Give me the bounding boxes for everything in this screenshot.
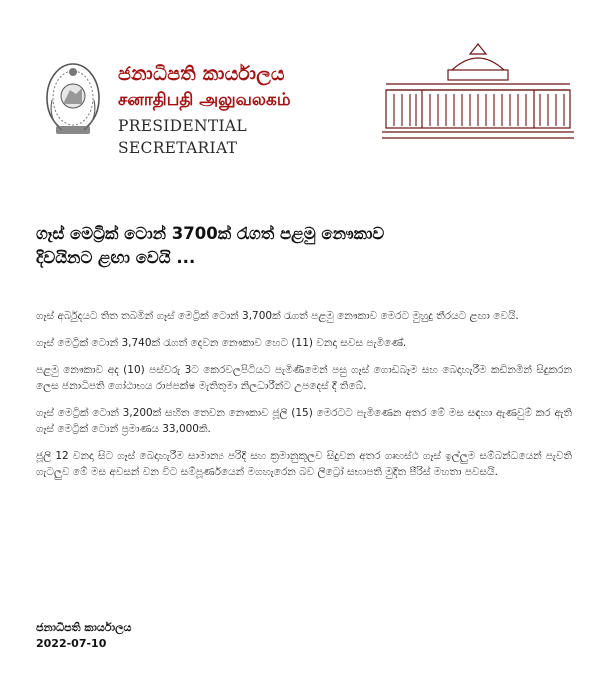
signature-block [36,620,131,652]
signature-date: 2022-07-10 [36,637,107,650]
letterhead [0,0,606,160]
body-paragraph: ගෑස් මෙට්‍රික් ටොන් 3,200ක් සහිත තෙවන නෞකාව ජූලි (15) මෙරටට පැමිණෙන අතර මේ මස සඳහා ඇණවුම් කර ඇති ගෑස් මෙට්‍රික් ටොන් ප්‍රමාණය 33,000කි. [36,407,572,435]
office-title-sinhala: ජනාධිපති කාර්යාලය [118,63,285,85]
headline-line-1: ගෑස් මෙට්‍රික් ටොන් 3700ක් රැගත් පළමු නෞකාව [36,224,385,243]
headline-line-2: දිවයිනට ළඟා වෙයි ... [36,248,196,267]
office-title-english: PRESIDENTIAL SECRETARIAT [118,117,248,157]
signature-office: ජනාධිපති කාර්යාලය [36,621,132,634]
office-title-tamil: சனாதிபதி அலுவலகம் [118,90,291,110]
presidential-secretariat-building-icon [382,40,574,144]
body-paragraph: ගෑස් අර්බුදයට තිත තබමින් ගෑස් මෙට්‍රික් ටොන් 3,700ක් රැගත් පළමු නෞකාව මෙරට මුහුදු තීරයට ළඟා වෙයි. [36,310,519,322]
sri-lanka-emblem-icon [44,60,102,144]
press-release-headline [36,222,556,270]
body-paragraph: ගෑස් මෙට්‍රික් ටොන් 3,740ක් රැගත් දෙවන නෞකාව හෙට (11) වනදා සවස පැමිණේ. [36,337,407,349]
body-paragraph: පළමු නෞකාව අද (10) පස්වරු 3ට කෙරවලපිටියට පැමිණීමෙන් පසු ගෑස් ගොඩබෑම සහ බෙදාහැරීම කඩිනමින් සිදුකරන ලෙස ජනාධිපති ගෝඨාභය රාජපක්ෂ මැතිතුමා නිලධාරීන්ට උපදෙස් දී තිබේ. [36,364,572,392]
body-paragraph: ජූලි 12 වනදා සිට ගෑස් බෙදාහැරීම සාමාන්‍ය පරිදි සහ ක්‍රමානුකූලව සිදුවන අතර ගෘහස්ථ ගෑස් ඉල්ලුම සම්බන්ධයෙන් පැවති ගැටලුව මේ මස අවසන් වන විට සම්පූර්ණයෙන් මගහැරෙන බව ලිට්‍රෝ සභාපති මුදිත පීරිස් මහතා පවසයි. [36,450,572,478]
press-release-body [36,308,572,491]
office-title-block [118,62,368,159]
